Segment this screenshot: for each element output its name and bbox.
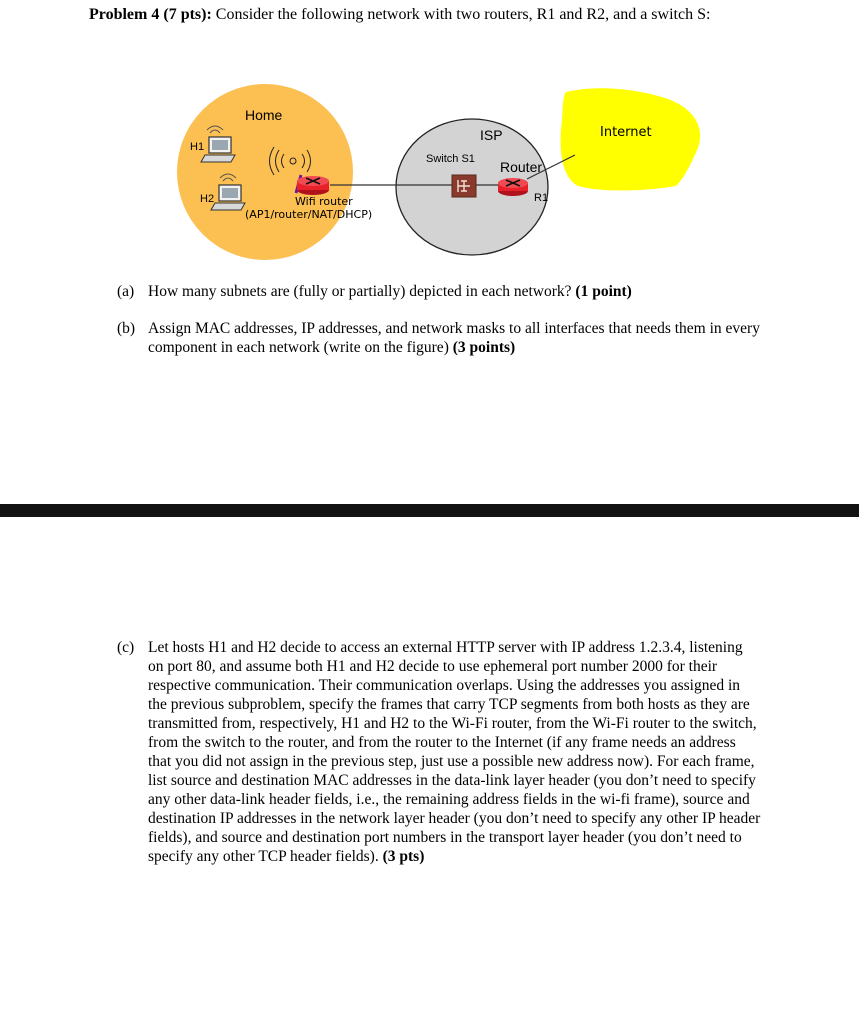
host-h2-label: H2 [200,193,215,205]
question-b-line-text: component in each network (write on the figure) [148,339,449,356]
page-divider [0,504,859,517]
question-c-line: list source and destination MAC addresses in the data-link layer header (you don’t need to specify [148,772,756,789]
wifi-router-label: Wifi router [295,195,353,208]
question-c-line: Let hosts H1 and H2 decide to access an external HTTP server with IP address 1.2.3.4, listening [148,639,743,656]
question-b-points: (3 points) [452,339,516,356]
question-b-line [148,338,760,357]
question-a-line [148,282,632,301]
network-diagram [0,0,859,270]
question-c-line [148,847,760,866]
home-label: Home [245,107,283,123]
router-r1-label: R1 [534,192,549,204]
question-c-line-text: specify any other TCP header fields). [148,848,379,865]
question-c-line: from the switch to the router, and from the router to the Internet (if any frame needs an address [148,734,736,751]
wifi-router-icon [296,175,329,195]
question-a-text [148,282,632,301]
question-c-line: any other data-link header fields, i.e., the remaining address fields in the wi-fi frame), source and [148,791,750,808]
question-c-line: transmitted from, respectively, H1 and H2 to the Wi-Fi router, from the Wi-Fi router to the switch, [148,715,757,732]
question-c-line: destination IP addresses in the network layer header (you don’t need to specify any other IP header [148,810,761,827]
host-h1-label: H1 [190,141,205,153]
router-r1-icon [498,178,528,196]
question-c-line: the previous subproblem, specify the frames that carry TCP segments from both hosts as they are [148,696,750,713]
question-b-text [148,319,760,357]
question-c-line: on port 80, and assume both H1 and H2 decide to use ephemeral port number 2000 for their [148,658,718,675]
question-b-letter: (b) [117,320,136,337]
internet-label: Internet [600,125,652,140]
question-a-line-text: How many subnets are (fully or partially) depicted in each network? [148,283,572,300]
question-c-points: (3 pts) [382,848,425,865]
isp-label: ISP [480,127,503,143]
question-a [117,282,837,302]
problem-intro: Consider the following network with two routers, R1 and R2, and a switch S: [215,6,711,23]
question-c [117,638,837,868]
question-c-letter: (c) [117,639,135,656]
question-b-line-text: Assign MAC addresses, IP addresses, and network masks to all interfaces that needs them in every [148,320,760,337]
question-b-line [148,319,760,338]
question-a-letter: (a) [117,283,135,300]
switch-s1-icon [452,175,476,197]
switch-s1-label: Switch S1 [426,153,475,165]
wifi-router-desc: (AP1/router/NAT/DHCP) [245,208,373,221]
question-c-line: that you did not assign in the previous step, just use a possible new address now). For each frame, [148,753,755,770]
router-label: Router [500,159,543,175]
question-c-line: respective communication. Their communication overlaps. Using the addresses you assigned in [148,677,741,694]
question-c-text [148,638,760,866]
question-a-points: (1 point) [575,283,632,300]
question-c-line: fields), and source and destination port numbers in the transport layer header (you don’t need to [148,829,742,846]
problem-label: Problem 4 (7 pts): [89,6,212,23]
network-diagram-svg [0,0,859,270]
question-b [117,319,837,359]
